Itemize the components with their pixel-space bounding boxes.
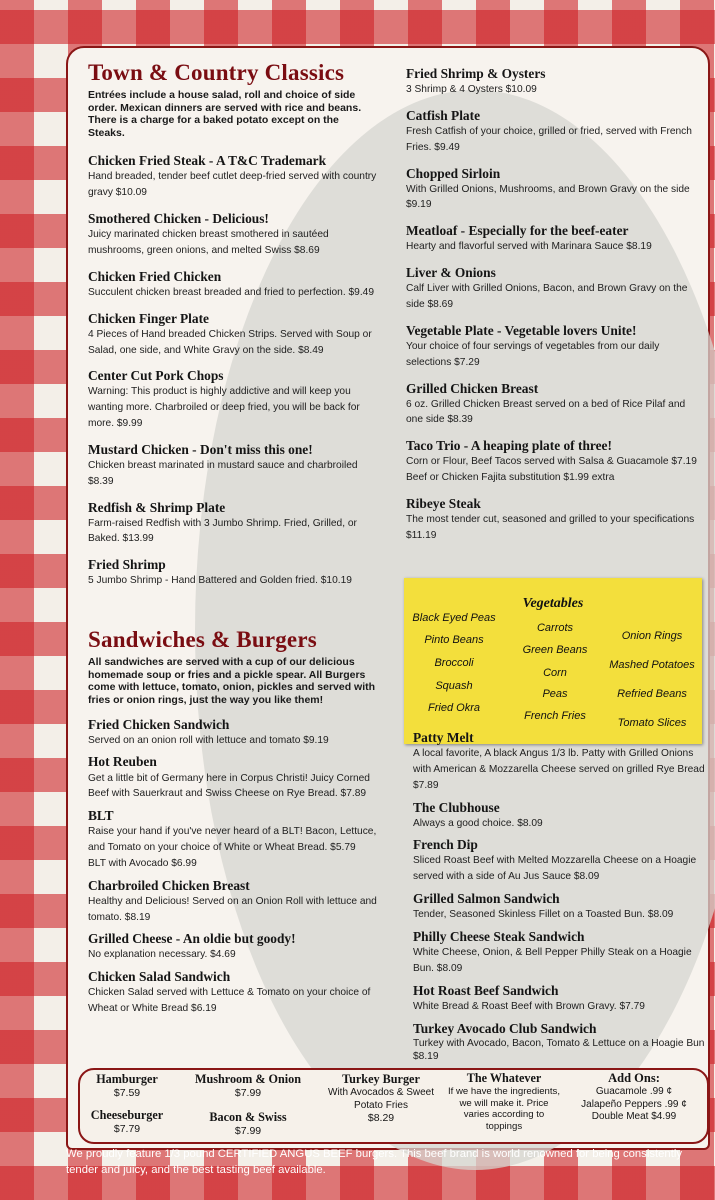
menu-item [406, 438, 698, 486]
vegetables-box [404, 578, 702, 744]
menu-item [413, 891, 705, 923]
item-name: Charbroiled Chicken Breast [88, 877, 250, 893]
item-name: Redfish & Shrimp Plate [88, 499, 226, 515]
item-desc: Succulent chicken breast breaded and fried to perfection. $9.49 [88, 286, 375, 298]
item-desc: White Bread & Roast Beef with Brown Gravy. $7.79 [413, 1000, 645, 1012]
item-desc: With Grilled Onions, Mushrooms, and Brown Gravy on the side $9.19 [406, 183, 690, 211]
item-name: Grilled Salmon Sandwich [413, 891, 560, 907]
vegetable-item: Pinto Beans [424, 634, 484, 646]
item-desc: 4 Pieces of Hand breaded Chicken Strips. Served with Soup or Salad, one side, and White Gravy on the side. $8.49 [88, 328, 372, 356]
footer-note: We proudly feature 1/3 pound CERTIFIED ANGUS BEEF burgers. This beef brand is world renowned for being consistently tender and juicy, and the best tasting beef available. [66, 1148, 682, 1177]
menu-item [88, 931, 378, 963]
sandwiches-intro: All sandwiches are served with a cup of our delicious homemade soup or fries and a pickle spear. All Burgers come with lettuce, tomato, onion, pickles and served with fries or onion rings, just the way you like them! [88, 656, 376, 706]
item-desc: Get a little bit of Germany here in Corpus Christi! Juicy Corned Beef with Sauerkraut and Swiss Cheese on Rye Bread. $7.89 [88, 772, 370, 800]
menu-item [88, 368, 378, 432]
vegetable-item: Peas [542, 688, 568, 700]
item-name: Fried Shrimp & Oysters [406, 66, 546, 81]
add-ons-title: Add Ons: [608, 1071, 660, 1085]
item-desc: No explanation necessary. $4.69 [88, 949, 236, 961]
burger-name: Bacon & Swiss [209, 1110, 287, 1124]
left-column [88, 60, 378, 1027]
item-desc: Tender, Seasoned Skinless Fillet on a Toasted Bun. $8.09 [413, 909, 674, 921]
item-name: Chopped Sirloin [406, 165, 501, 181]
vegetable-item: Onion Rings [621, 630, 683, 642]
item-name: BLT [88, 808, 114, 824]
item-desc: Calf Liver with Grilled Onions, Bacon, and Brown Gravy on the side $8.69 [406, 283, 688, 311]
menu-item [88, 269, 378, 301]
menu-item [413, 730, 705, 794]
menu-item [413, 800, 705, 832]
burger-desc: With Avocados & Sweet Potato Fries [328, 1087, 434, 1111]
vegetable-item: French Fries [524, 710, 586, 722]
menu-item [88, 211, 378, 259]
item-name: The Clubhouse [413, 799, 500, 815]
item-name: Hot Roast Beef Sandwich [413, 982, 559, 998]
menu-item [413, 1021, 705, 1064]
menu-item [406, 323, 698, 371]
burger-name: Mushroom & Onion [194, 1072, 302, 1086]
vegetable-item: Squash [435, 680, 473, 692]
item-extra: BLT with Avocado $6.99 [88, 857, 197, 869]
burger-name: Turkey Burger [342, 1072, 420, 1086]
item-desc: Healthy and Delicious! Served on an Onion Roll with lettuce and tomato. $8.19 [88, 895, 377, 923]
burger-price: $7.99 [234, 1125, 262, 1137]
burger-turkey [320, 1072, 442, 1124]
item-desc: Hearty and flavorful served with Marinara Sauce $8.19 [406, 241, 652, 253]
right-column [406, 66, 698, 554]
burger-price: $7.59 [113, 1087, 141, 1099]
item-desc: Chicken breast marinated in mustard sauce and charbroiled $8.39 [88, 459, 358, 487]
classics-heading: Town & Country Classics [88, 60, 345, 85]
item-name: Center Cut Pork Chops [88, 368, 224, 384]
vegetable-item: Mashed Potatoes [609, 659, 695, 671]
menu-item [406, 108, 698, 156]
item-name: Chicken Salad Sandwich [88, 969, 231, 985]
item-extra: Beef or Chicken Fajita substitution $1.99 extra [406, 472, 615, 484]
burger-name: The Whatever [466, 1071, 542, 1085]
item-desc: Always a good choice. $8.09 [413, 817, 543, 829]
right-sandwich-column [413, 730, 705, 1073]
sandwiches-heading: Sandwiches & Burgers [88, 627, 317, 653]
burger-mushroom-onion [180, 1072, 316, 1099]
add-on-item: Guacamole .99 ¢ [595, 1086, 673, 1097]
item-name: Smothered Chicken - Delicious! [88, 211, 269, 227]
burger-price: $7.99 [234, 1087, 262, 1099]
item-desc: Corn or Flour, Beef Tacos served with Salsa & Guacamole $7.19 [406, 456, 697, 468]
vegetable-item: Tomato Slices [617, 717, 687, 729]
menu-item [413, 983, 705, 1015]
item-name: Grilled Chicken Breast [406, 380, 539, 396]
burger-bacon-swiss [180, 1110, 316, 1137]
vegetable-item: Broccoli [434, 657, 474, 669]
vegetables-title: Vegetables [522, 596, 584, 611]
burger-desc: If we have the ingredients, we will make it. Price varies according to toppings [448, 1086, 560, 1132]
item-name: Fried Shrimp [88, 557, 166, 573]
item-name: Chicken Fried Chicken [88, 268, 222, 284]
burger-price: $8.29 [367, 1112, 395, 1124]
item-name: Fried Chicken Sandwich [88, 716, 230, 732]
menu-item [406, 381, 698, 429]
vegetable-item: Corn [543, 667, 567, 679]
item-desc: 3 Shrimp & 4 Oysters $10.09 [406, 84, 537, 96]
item-name: Chicken Fried Steak - A T&C Trademark [88, 153, 327, 169]
item-desc: Raise your hand if you've never heard of a BLT! Bacon, Lettuce, and Tomato on your choice of White or Wheat Bread. $5.79 [88, 826, 377, 854]
item-name: Meatloaf - Especially for the beef-eater [406, 223, 629, 239]
menu-item [88, 557, 378, 589]
item-desc: Your choice of four servings of vegetables from our daily selections $7.29 [406, 340, 660, 368]
burger-price: $7.79 [113, 1123, 141, 1135]
menu-item [413, 837, 705, 885]
burger-cheeseburger [82, 1108, 172, 1135]
menu-item [88, 878, 378, 926]
menu-item [88, 808, 378, 872]
menu-item [88, 500, 378, 548]
menu-item [406, 496, 698, 544]
burger-name: Cheeseburger [90, 1108, 164, 1122]
vegetable-item: Refried Beans [617, 688, 687, 700]
item-desc: The most tender cut, seasoned and grilled to your specifications $11.19 [406, 514, 695, 541]
vegetable-item: Carrots [536, 622, 574, 634]
item-desc: Fresh Catfish of your choice, grilled or fried, served with French Fries. $9.49 [406, 125, 692, 153]
burgers-strip [78, 1068, 709, 1144]
item-name: Chicken Finger Plate [88, 310, 209, 326]
item-name: Taco Trio - A heaping plate of three! [406, 438, 612, 454]
menu-item [88, 969, 378, 1017]
menu-item [88, 442, 378, 490]
item-desc: Juicy marinated chicken breast smothered in sautéed mushrooms, green onions, and melted Swiss $8.69 [88, 229, 329, 256]
classics-intro: Entrées include a house salad, roll and choice of side order. Mexican dinners are served with rice and beans. There is a charge for a baked potato except on the Steaks. [88, 89, 362, 139]
burger-whatever [448, 1071, 560, 1132]
item-desc: White Cheese, Onion, & Bell Pepper Philly Steak on a Hoagie Bun. $8.09 [413, 947, 692, 974]
item-desc: Chicken Salad served with Lettuce & Tomato on your choice of Wheat or White Bread $6.19 [88, 987, 371, 1015]
item-name: French Dip [413, 837, 478, 853]
menu-item [88, 153, 378, 201]
item-desc: Served on an onion roll with lettuce and tomato $9.19 [88, 734, 329, 746]
item-desc: 5 Jumbo Shrimp - Hand Battered and Golden fried. $10.19 [88, 575, 352, 587]
vegetable-item: Green Beans [522, 644, 588, 656]
item-desc: Sliced Roast Beef with Melted Mozzarella Cheese on a Hoagie served with a side of Au Jus Sauce $8.09 [413, 855, 697, 883]
menu-item [88, 311, 378, 359]
item-desc: Farm-raised Redfish with 3 Jumbo Shrimp. Fried, Grilled, or Baked. $13.99 [88, 517, 357, 545]
menu-item [88, 754, 378, 802]
item-name: Ribeye Steak [406, 496, 481, 511]
item-desc: Turkey with Avocado, Bacon, Tomato & Lettuce on a Hoagie Bun $8.19 [413, 1037, 705, 1062]
item-name: Mustard Chicken - Don't miss this one! [88, 441, 313, 457]
menu-item [406, 166, 698, 214]
item-desc: Hand breaded, tender beef cutlet deep-fried served with country gravy $10.09 [88, 171, 377, 199]
burger-hamburger [82, 1072, 172, 1099]
vegetable-item: Fried Okra [428, 702, 480, 714]
item-name: Patty Melt [413, 730, 474, 745]
vegetable-item: Black Eyed Peas [412, 612, 496, 624]
menu-item [406, 223, 698, 255]
item-desc: A local favorite, A black Angus 1/3 lb. Patty with Grilled Onions with American & Mozzarella Cheese served on grilled Rye Bread $7.89 [413, 748, 705, 791]
item-name: Hot Reuben [88, 754, 157, 770]
menu-item [406, 66, 698, 98]
item-name: Philly Cheese Steak Sandwich [413, 929, 585, 944]
menu-item [406, 265, 698, 313]
burger-name: Hamburger [96, 1072, 158, 1086]
item-name: Turkey Avocado Club Sandwich [413, 1020, 597, 1036]
item-name: Liver & Onions [406, 265, 496, 281]
menu-item [88, 717, 378, 749]
menu-item [413, 929, 705, 977]
add-on-item: Jalapeño Peppers .99 ¢ [581, 1098, 687, 1110]
item-desc: 6 oz. Grilled Chicken Breast served on a bed of Rice Pilaf and one side $8.39 [406, 398, 686, 426]
item-desc: Warning: This product is highly addictive and will keep you wanting more. Charbroiled or deep fried, you will be back for more. $9.99 [88, 386, 360, 430]
item-name: Grilled Cheese - An oldie but goody! [88, 931, 296, 947]
add-on-item: Double Meat $4.99 [591, 1111, 677, 1122]
add-ons [566, 1071, 702, 1124]
item-name: Catfish Plate [406, 107, 481, 123]
item-name: Vegetable Plate - Vegetable lovers Unite! [406, 322, 637, 338]
